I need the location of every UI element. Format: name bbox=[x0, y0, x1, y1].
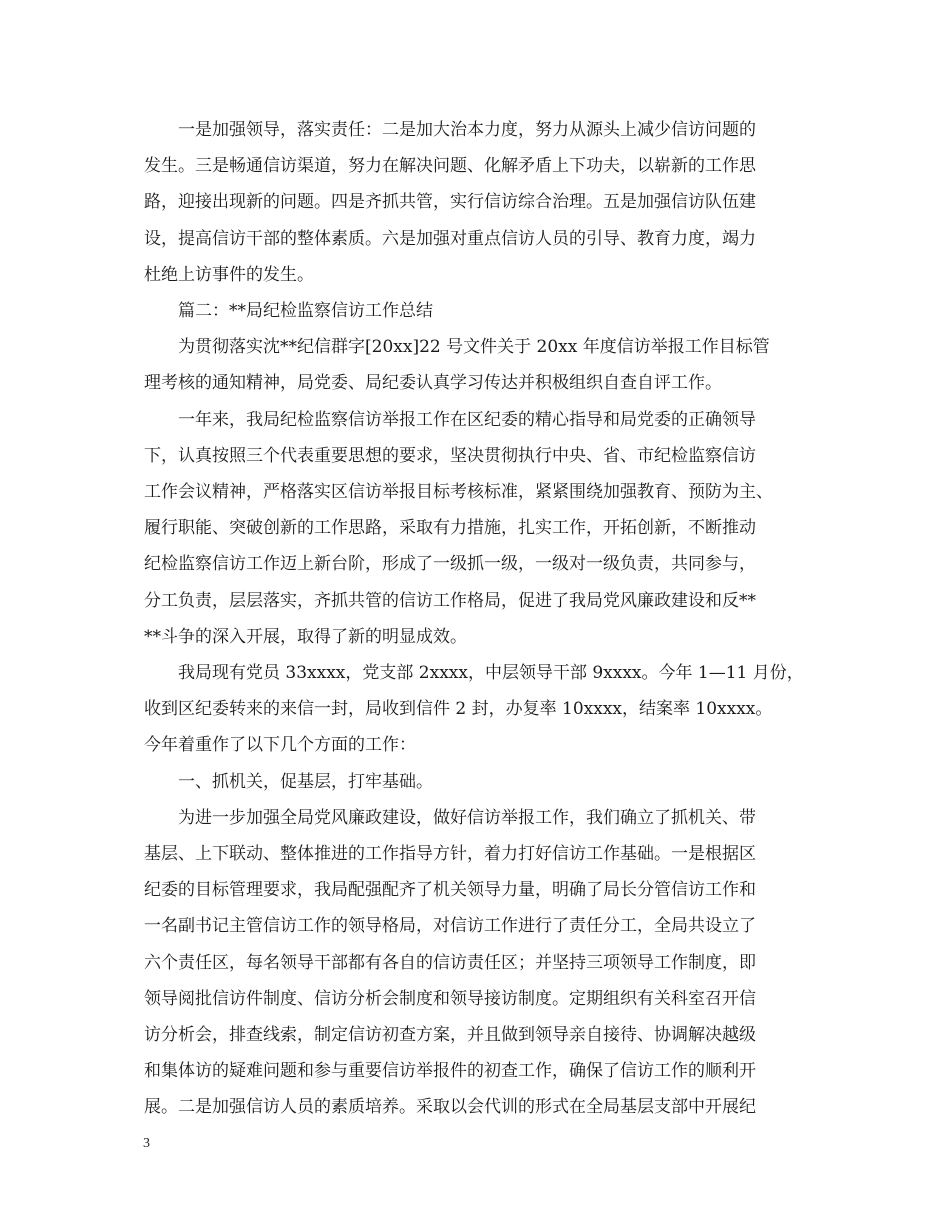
text-line: 履行职能、突破创新的工作思路，采取有力措施，扎实工作，开拓创新，不断推动 bbox=[144, 518, 756, 539]
paragraph bbox=[144, 293, 824, 329]
text-line: 和集体访的疑难问题和参与重要信访举报件的初查工作，确保了信访工作的顺利开 bbox=[144, 1061, 756, 1082]
text-line: 领导阅批信访件制度、信访分析会制度和领导接访制度。定期组织有关科室召开信 bbox=[144, 988, 756, 1009]
text-line: 一名副书记主管信访工作的领导格局，对信访工作进行了责任分工，全局共设立了 bbox=[144, 916, 756, 937]
text-line: 发生。三是畅通信访渠道，努力在解决问题、化解矛盾上下功夫，以崭新的工作思 bbox=[144, 156, 756, 177]
paragraph bbox=[144, 800, 824, 1126]
paragraph bbox=[144, 112, 824, 293]
text-line: 理考核的通知精神，局党委、局纪委认真学习传达并积极组织自查自评工作。 bbox=[144, 373, 722, 394]
text-line: 我局现有党员 33xxxx，党支部 2xxxx，中层领导干部 9xxxx。今年 1—11 月份， bbox=[178, 663, 804, 684]
text-line: 访分析会，排查线索，制定信访初查方案，并且做到领导亲自接待、协调解决越级 bbox=[144, 1025, 756, 1046]
text-line: **斗争的深入开展，取得了新的明显成效。 bbox=[144, 626, 467, 647]
paragraph bbox=[144, 402, 824, 655]
text-line: 展。二是加强信访人员的素质培养。采取以会代训的形式在全局基层支部中开展纪 bbox=[144, 1097, 756, 1118]
text-line: 分工负责，层层落实，齐抓共管的信访工作格局，促进了我局党风廉政建设和反** bbox=[144, 590, 756, 611]
text-line: 基层、上下联动、整体推进的工作指导方针，着力打好信访工作基础。一是根据区 bbox=[144, 844, 756, 865]
text-line: 今年着重作了以下几个方面的工作： bbox=[144, 735, 416, 756]
text-line: 设，提高信访干部的整体素质。六是加强对重点信访人员的引导、教育力度，竭力 bbox=[144, 228, 756, 249]
text-line: 为进一步加强全局党风廉政建设，做好信访举报工作，我们确立了抓机关、带 bbox=[178, 807, 756, 828]
page-number: 3 bbox=[143, 1136, 150, 1151]
text-line: 收到区纪委转来的来信一封，局收到信件 2 封，办复率 10xxxx，结案率 10xxxx。 bbox=[144, 699, 773, 720]
paragraph bbox=[144, 655, 824, 764]
paragraph bbox=[144, 329, 824, 401]
text-line: 下，认真按照三个代表重要思想的要求，坚决贯彻执行中央、省、市纪检监察信访 bbox=[144, 445, 756, 466]
text-line: 工作会议精神，严格落实区信访举报目标考核标准，紧紧围绕加强教育、预防为主、 bbox=[144, 482, 773, 503]
document-body bbox=[144, 112, 824, 1126]
text-line: 纪检监察信访工作迈上新台阶，形成了一级抓一级，一级对一级负责，共同参与， bbox=[144, 554, 756, 575]
text-line: 杜绝上访事件的发生。 bbox=[144, 264, 314, 285]
text-line: 为贯彻落实沈**纪信群字[20xx]22 号文件关于 20xx 年度信访举报工作目标管 bbox=[178, 337, 770, 358]
text-line: 纪委的目标管理要求，我局配强配齐了机关领导力量，明确了局长分管信访工作和 bbox=[144, 880, 756, 901]
text-line: 一年来，我局纪检监察信访举报工作在区纪委的精心指导和局党委的正确领导 bbox=[178, 409, 756, 430]
text-line: 一是加强领导，落实责任：二是加大治本力度，努力从源头上减少信访问题的 bbox=[178, 120, 756, 140]
text-line: 一、抓机关，促基层，打牢基础。 bbox=[178, 771, 433, 792]
text-line: 路，迎接出现新的问题。四是齐抓共管，实行信访综合治理。五是加强信访队伍建 bbox=[144, 192, 756, 213]
paragraph bbox=[144, 764, 824, 800]
text-line: 篇二：**局纪检监察信访工作总结 bbox=[178, 301, 433, 322]
text-line: 六个责任区，每名领导干部都有各自的信访责任区；并坚持三项领导工作制度，即 bbox=[144, 952, 756, 973]
